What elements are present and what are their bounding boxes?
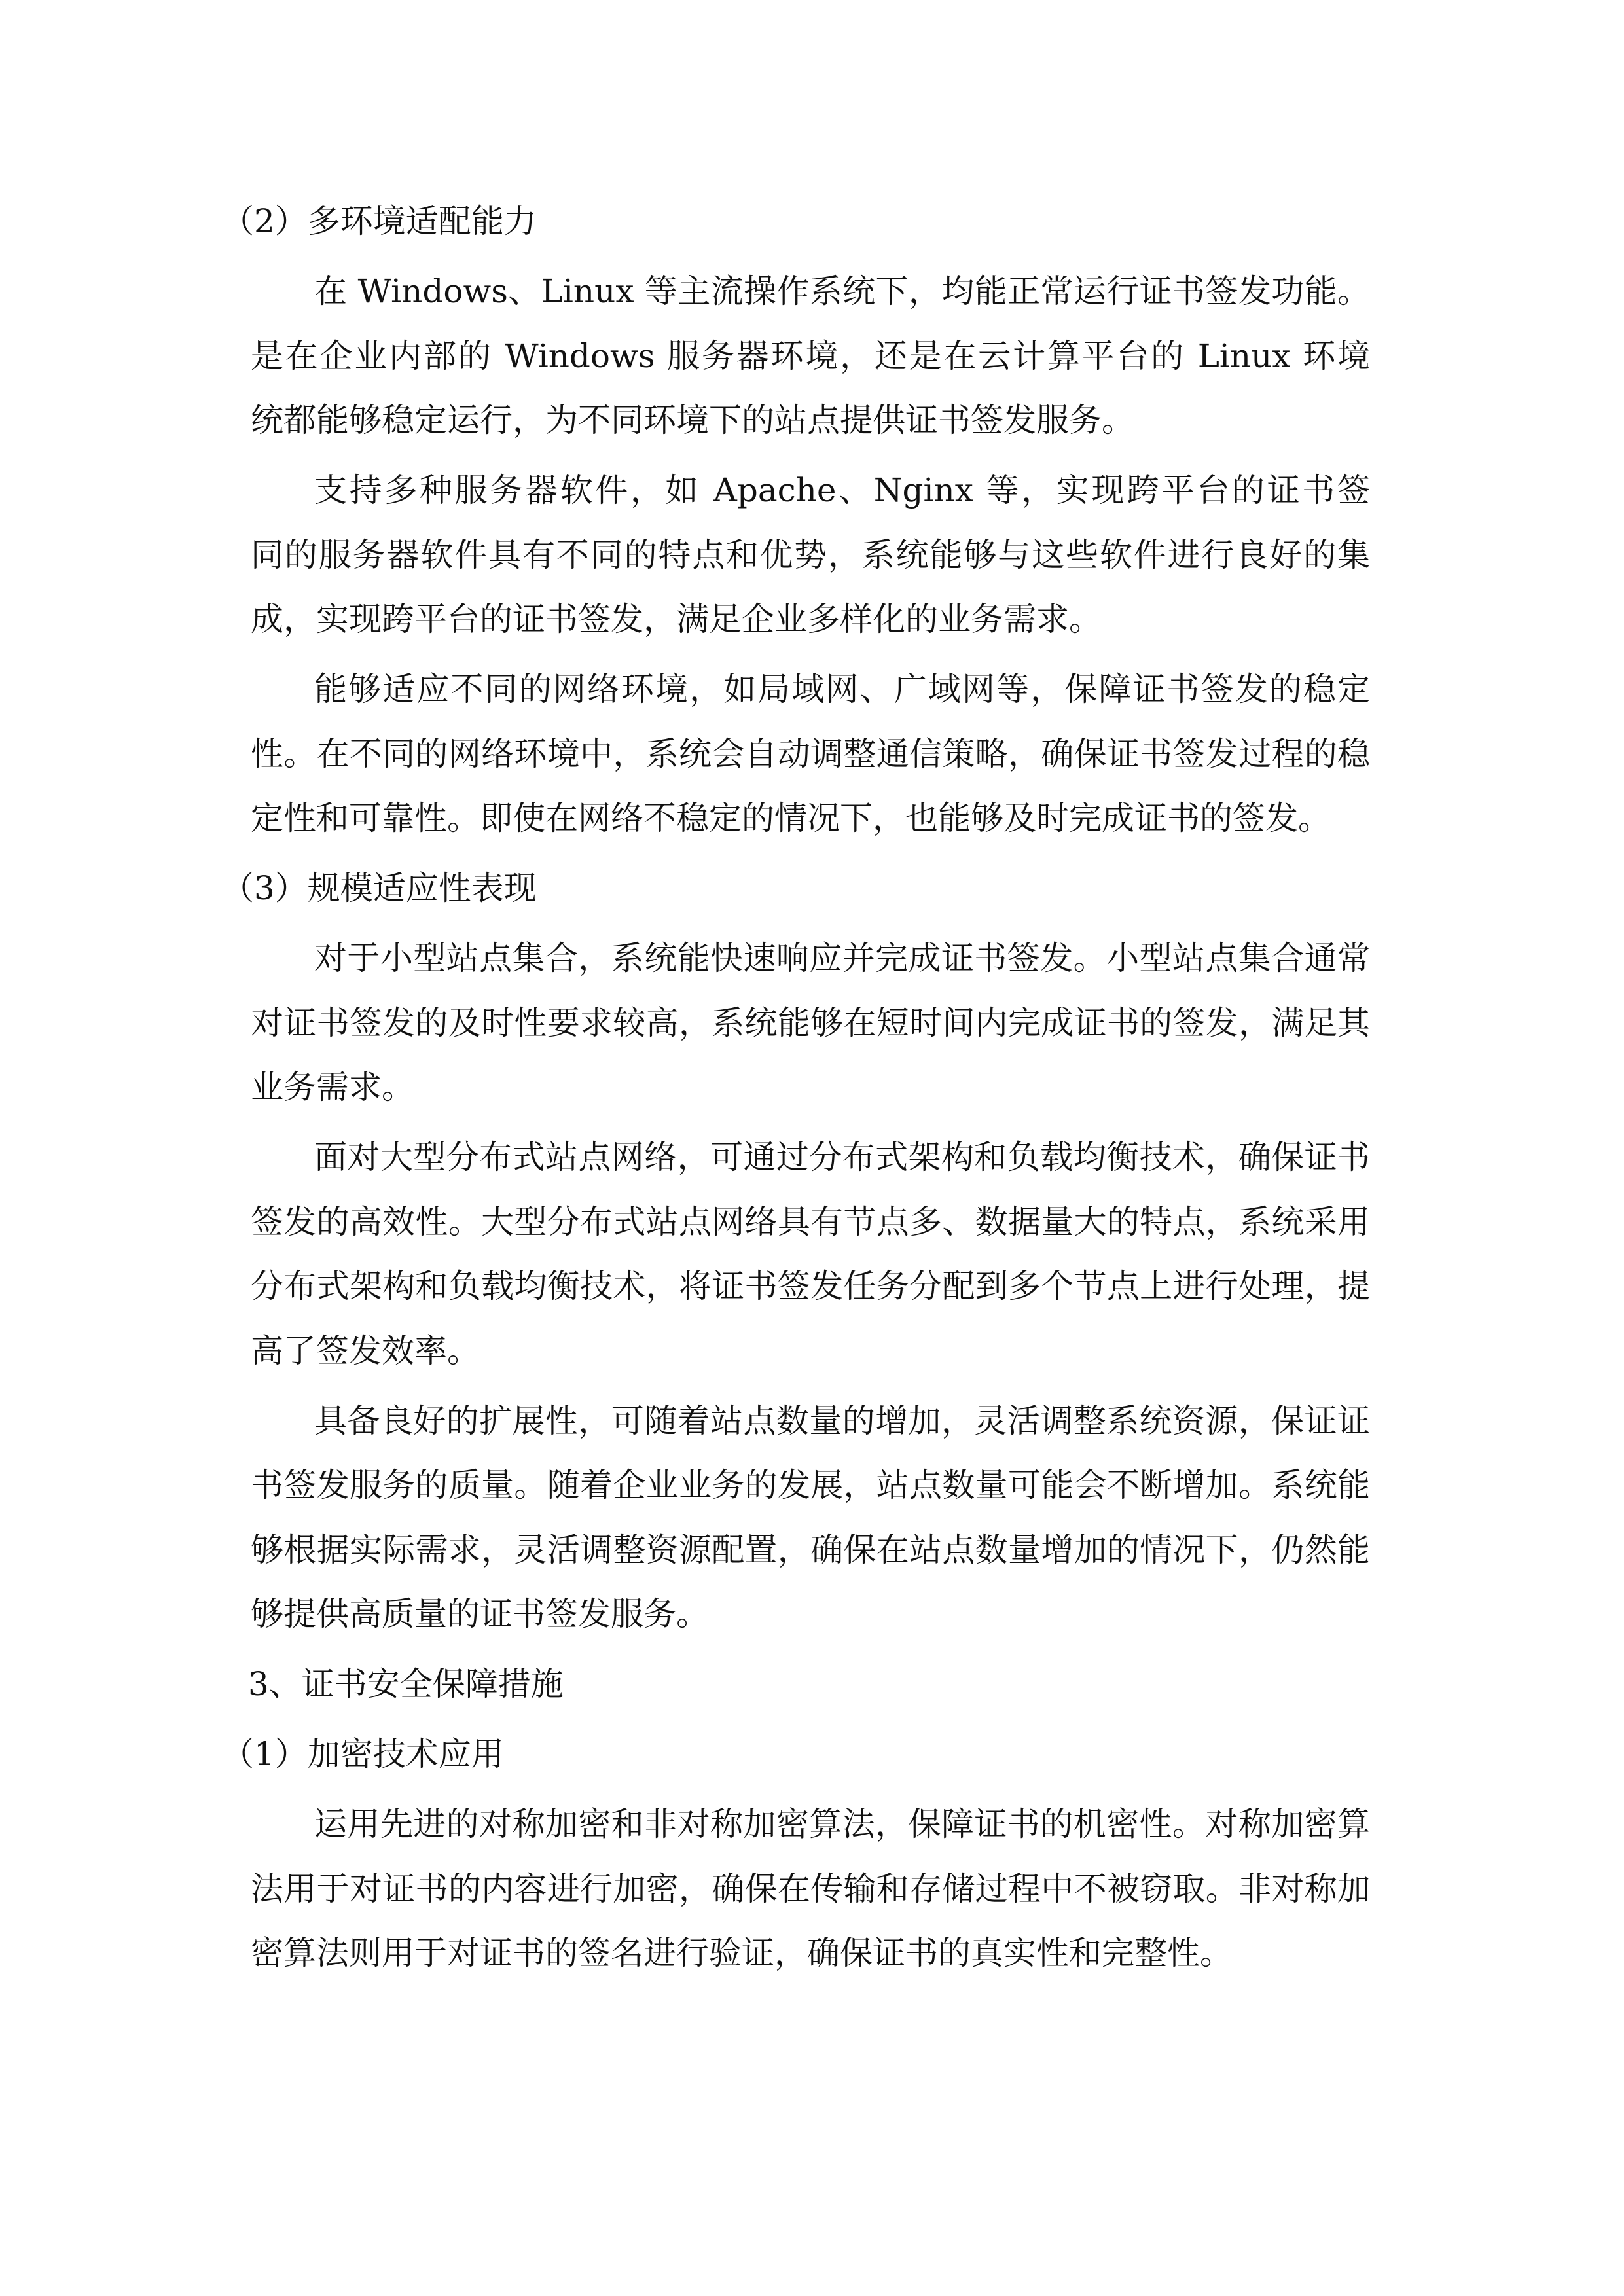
text-line: （3）规模适应性表现 (221, 869, 537, 907)
text-line: 对于小型站点集合，系统能快速响应并完成证书签发。小型站点集合通常 (314, 939, 1370, 977)
text-line: 同的服务器软件具有不同的特点和优势，系统能够与这些软件进行良好的集 (251, 535, 1370, 574)
text-line: （1）加密技术应用 (221, 1735, 504, 1773)
text-line: 高了签发效率。 (251, 1331, 480, 1370)
text-line: 3、证书安全保障措施 (248, 1665, 564, 1703)
text-line: 在 Windows、Linux 等主流操作系统下，均能正常运行证书签发功能。 (314, 272, 1370, 310)
text-line: 面对大型分布式站点网络，可通过分布式架构和负载均衡技术，确保证书 (314, 1138, 1370, 1176)
text-line: 业务需求。 (251, 1068, 414, 1106)
text-line: 法用于对证书的内容进行加密，确保在传输和存储过程中不被窃取。非对称加 (251, 1869, 1370, 1908)
text-line: 定性和可靠性。即使在网络不稳定的情况下，也能够及时完成证书的签发。 (251, 799, 1331, 837)
text-line: 支持多种服务器软件，如 Apache、Nginx 等，实现跨平台的证书签 (314, 471, 1370, 509)
text-line: 书签发服务的质量。随着企业业务的发展，站点数量可能会不断增加。系统能 (251, 1466, 1370, 1504)
text-line: 对证书签发的及时性要求较高，系统能够在短时间内完成证书的签发，满足其 (251, 1003, 1370, 1042)
text-line: 运用先进的对称加密和非对称加密算法，保障证书的机密性。对称加密算 (314, 1805, 1370, 1843)
text-line: 够根据实际需求，灵活调整资源配置，确保在站点数量增加的情况下，仍然能 (251, 1530, 1370, 1569)
text-line: 分布式架构和负载均衡技术，将证书签发任务分配到多个节点上进行处理，提 (251, 1267, 1370, 1305)
text-line: 能够适应不同的网络环境，如局域网、广域网等，保障证书签发的稳定 (314, 670, 1370, 708)
text-line: （2）多环境适配能力 (221, 202, 537, 240)
text-line: 是在企业内部的 Windows 服务器环境，还是在云计算平台的 Linux 环境 (251, 336, 1370, 375)
text-line: 性。在不同的网络环境中，系统会自动调整通信策略，确保证书签发过程的稳 (251, 734, 1370, 773)
text-line: 成，实现跨平台的证书签发，满足企业多样化的业务需求。 (251, 600, 1102, 638)
text-line: 密算法则用于对证书的签名进行验证，确保证书的真实性和完整性。 (251, 1934, 1233, 1972)
text-line: 统都能够稳定运行，为不同环境下的站点提供证书签发服务。 (251, 401, 1134, 439)
text-line: 具备良好的扩展性，可随着站点数量的增加，灵活调整系统资源，保证证 (314, 1401, 1370, 1440)
text-line: 签发的高效性。大型分布式站点网络具有节点多、数据量大的特点，系统采用 (251, 1202, 1370, 1241)
text-line: 够提供高质量的证书签发服务。 (251, 1595, 709, 1633)
